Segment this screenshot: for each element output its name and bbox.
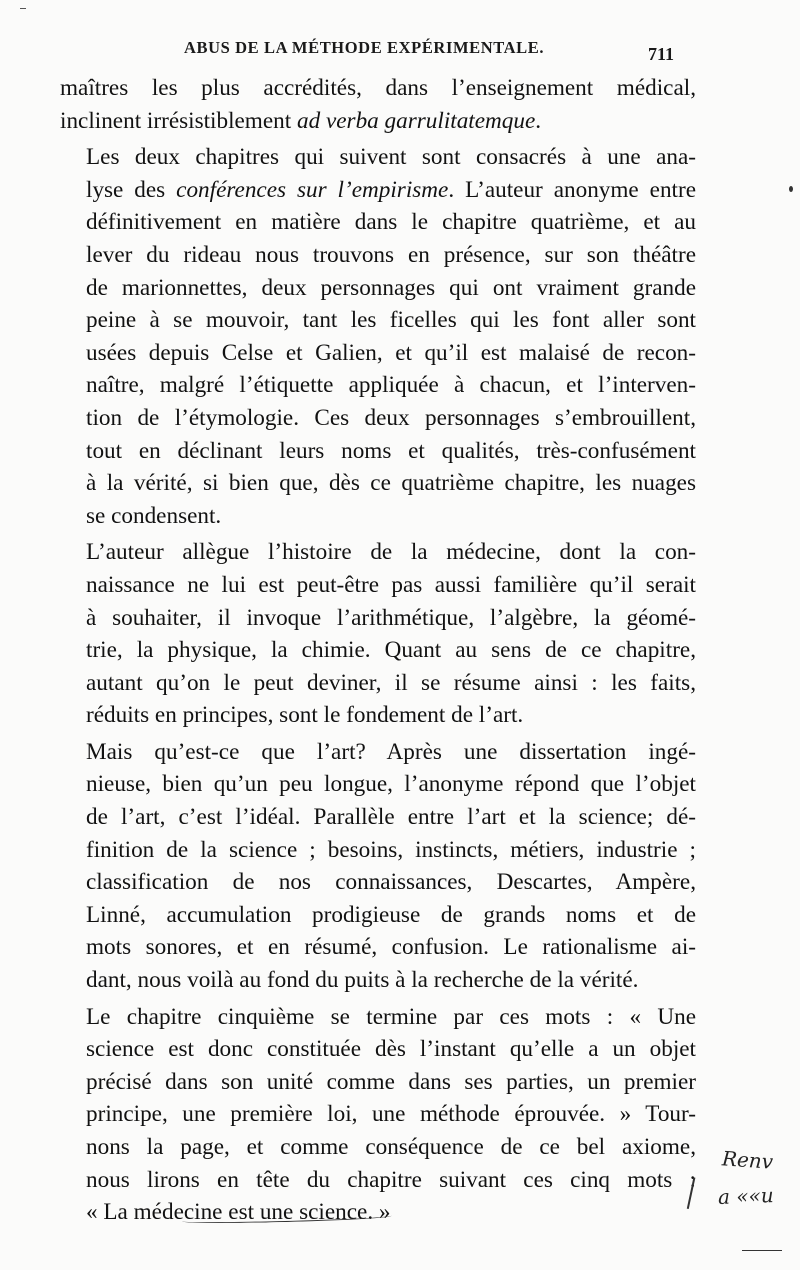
running-title: ABUS DE LA MÉTHODE EXPÉRIMENTALE. <box>184 38 545 57</box>
text-line: naître, malgré l’étiquette appliquée à chacun, et l’interven- <box>86 372 696 399</box>
text-line: Linné, accumulation prodigieuse de grands noms et de <box>86 901 696 928</box>
text-line: autant qu’on le peut deviner, il se résume ainsi : les faits, <box>86 669 696 696</box>
text-line: nons la page, et comme conséquence de ce bel axiome, <box>86 1134 696 1160</box>
text-line: science est donc constituée dès l’instant qu’elle a un objet <box>86 1036 696 1063</box>
text-line: naissance ne lui est peut-être pas aussi familière qu’il serait <box>86 571 696 598</box>
text-line: se condensent. <box>86 502 222 529</box>
text-line: réduits en principes, sont le fondement de l’art. <box>86 702 524 729</box>
text-line: définitivement en matière dans le chapitre quatrième, et au <box>86 209 696 236</box>
text-line: de marionnettes, deux personnages qui ont vraiment grande <box>86 274 696 301</box>
text-line: L’auteur allègue l’histoire de la médecine, dont la con- <box>86 539 696 566</box>
paragraph-1 <box>60 72 696 137</box>
latin-phrase: ad verba garrulitatemque <box>296 107 536 134</box>
paragraph-4 <box>60 736 696 997</box>
text-line: Mais qu’est-ce que l’art? Après une dissertation ingé- <box>86 738 696 765</box>
paragraph-3 <box>60 536 696 732</box>
text-line: mots sonores, et en résumé, confusion. Le rationalisme ai- <box>86 934 696 961</box>
italic-title: conférences sur l’empirisme <box>176 176 449 203</box>
text-line: nieuse, bien qu’un peu longue, l’anonyme répond que l’objet <box>86 771 696 798</box>
margin-note-line: a ««u <box>717 1183 775 1209</box>
text-line: principe, une première loi, une méthode éprouvée. » Tour- <box>86 1101 696 1128</box>
text-line: Le chapitre cinquième se termine par ces mots : « Une <box>86 1003 696 1030</box>
text-line: maîtres les plus accrédités, dans l’enseignement médical, <box>60 75 696 101</box>
margin-note-line: Renv <box>721 1146 774 1174</box>
ink-dot <box>789 186 793 192</box>
text-line: nous lirons en tête du chapitre suivant ces cinq mots : <box>86 1166 696 1193</box>
page-number: 711 <box>648 44 675 64</box>
text-line: peine à se mouvoir, tant les ficelles qui les font aller sont <box>86 307 696 334</box>
text-line: « La médecine est une science. » <box>86 1199 391 1226</box>
handwritten-dash <box>742 1250 782 1251</box>
body-text <box>60 72 696 1229</box>
text-line: inclinent irrésistiblement ad verba garrulitatemque. <box>60 107 542 134</box>
text-line: classification de nos connaissances, Descartes, Ampère, <box>86 869 696 896</box>
text-line: à la vérité, si bien que, dès ce quatrième chapitre, les nuages <box>86 470 696 497</box>
paragraph-5 <box>60 1001 696 1229</box>
text-line: tout en déclinant leurs noms et qualités, très-confusément <box>86 437 696 464</box>
text-line: de l’art, c’est l’idéal. Parallèle entre l’art et la science; dé- <box>86 804 696 831</box>
text-line: lyse des conférences sur l’empirisme. L’auteur anonyme entre <box>86 176 696 203</box>
text-line: Les deux chapitres qui suivent sont consacrés à une ana- <box>86 144 696 171</box>
text-line: précisé dans son unité comme dans ses parties, un premier <box>86 1068 696 1095</box>
text-line: dant, nous voilà au fond du puits à la recherche de la vérité. <box>86 967 639 994</box>
text-line: trie, la physique, la chimie. Quant au sens de ce chapitre, <box>86 637 696 664</box>
paragraph-2 <box>60 141 696 532</box>
corner-mark <box>20 8 26 9</box>
text-line: lever du rideau nous trouvons en présence, sur son théâtre <box>86 241 696 268</box>
text-line: finition de la science ; besoins, instincts, métiers, industrie ; <box>86 836 696 863</box>
text-line: usées depuis Celse et Galien, et qu’il est malaisé de recon- <box>86 339 696 366</box>
text-line: à souhaiter, il invoque l’arithmétique, l’algèbre, la géomé- <box>86 604 696 631</box>
text-line: tion de l’étymologie. Ces deux personnages s’embrouillent, <box>86 404 696 431</box>
